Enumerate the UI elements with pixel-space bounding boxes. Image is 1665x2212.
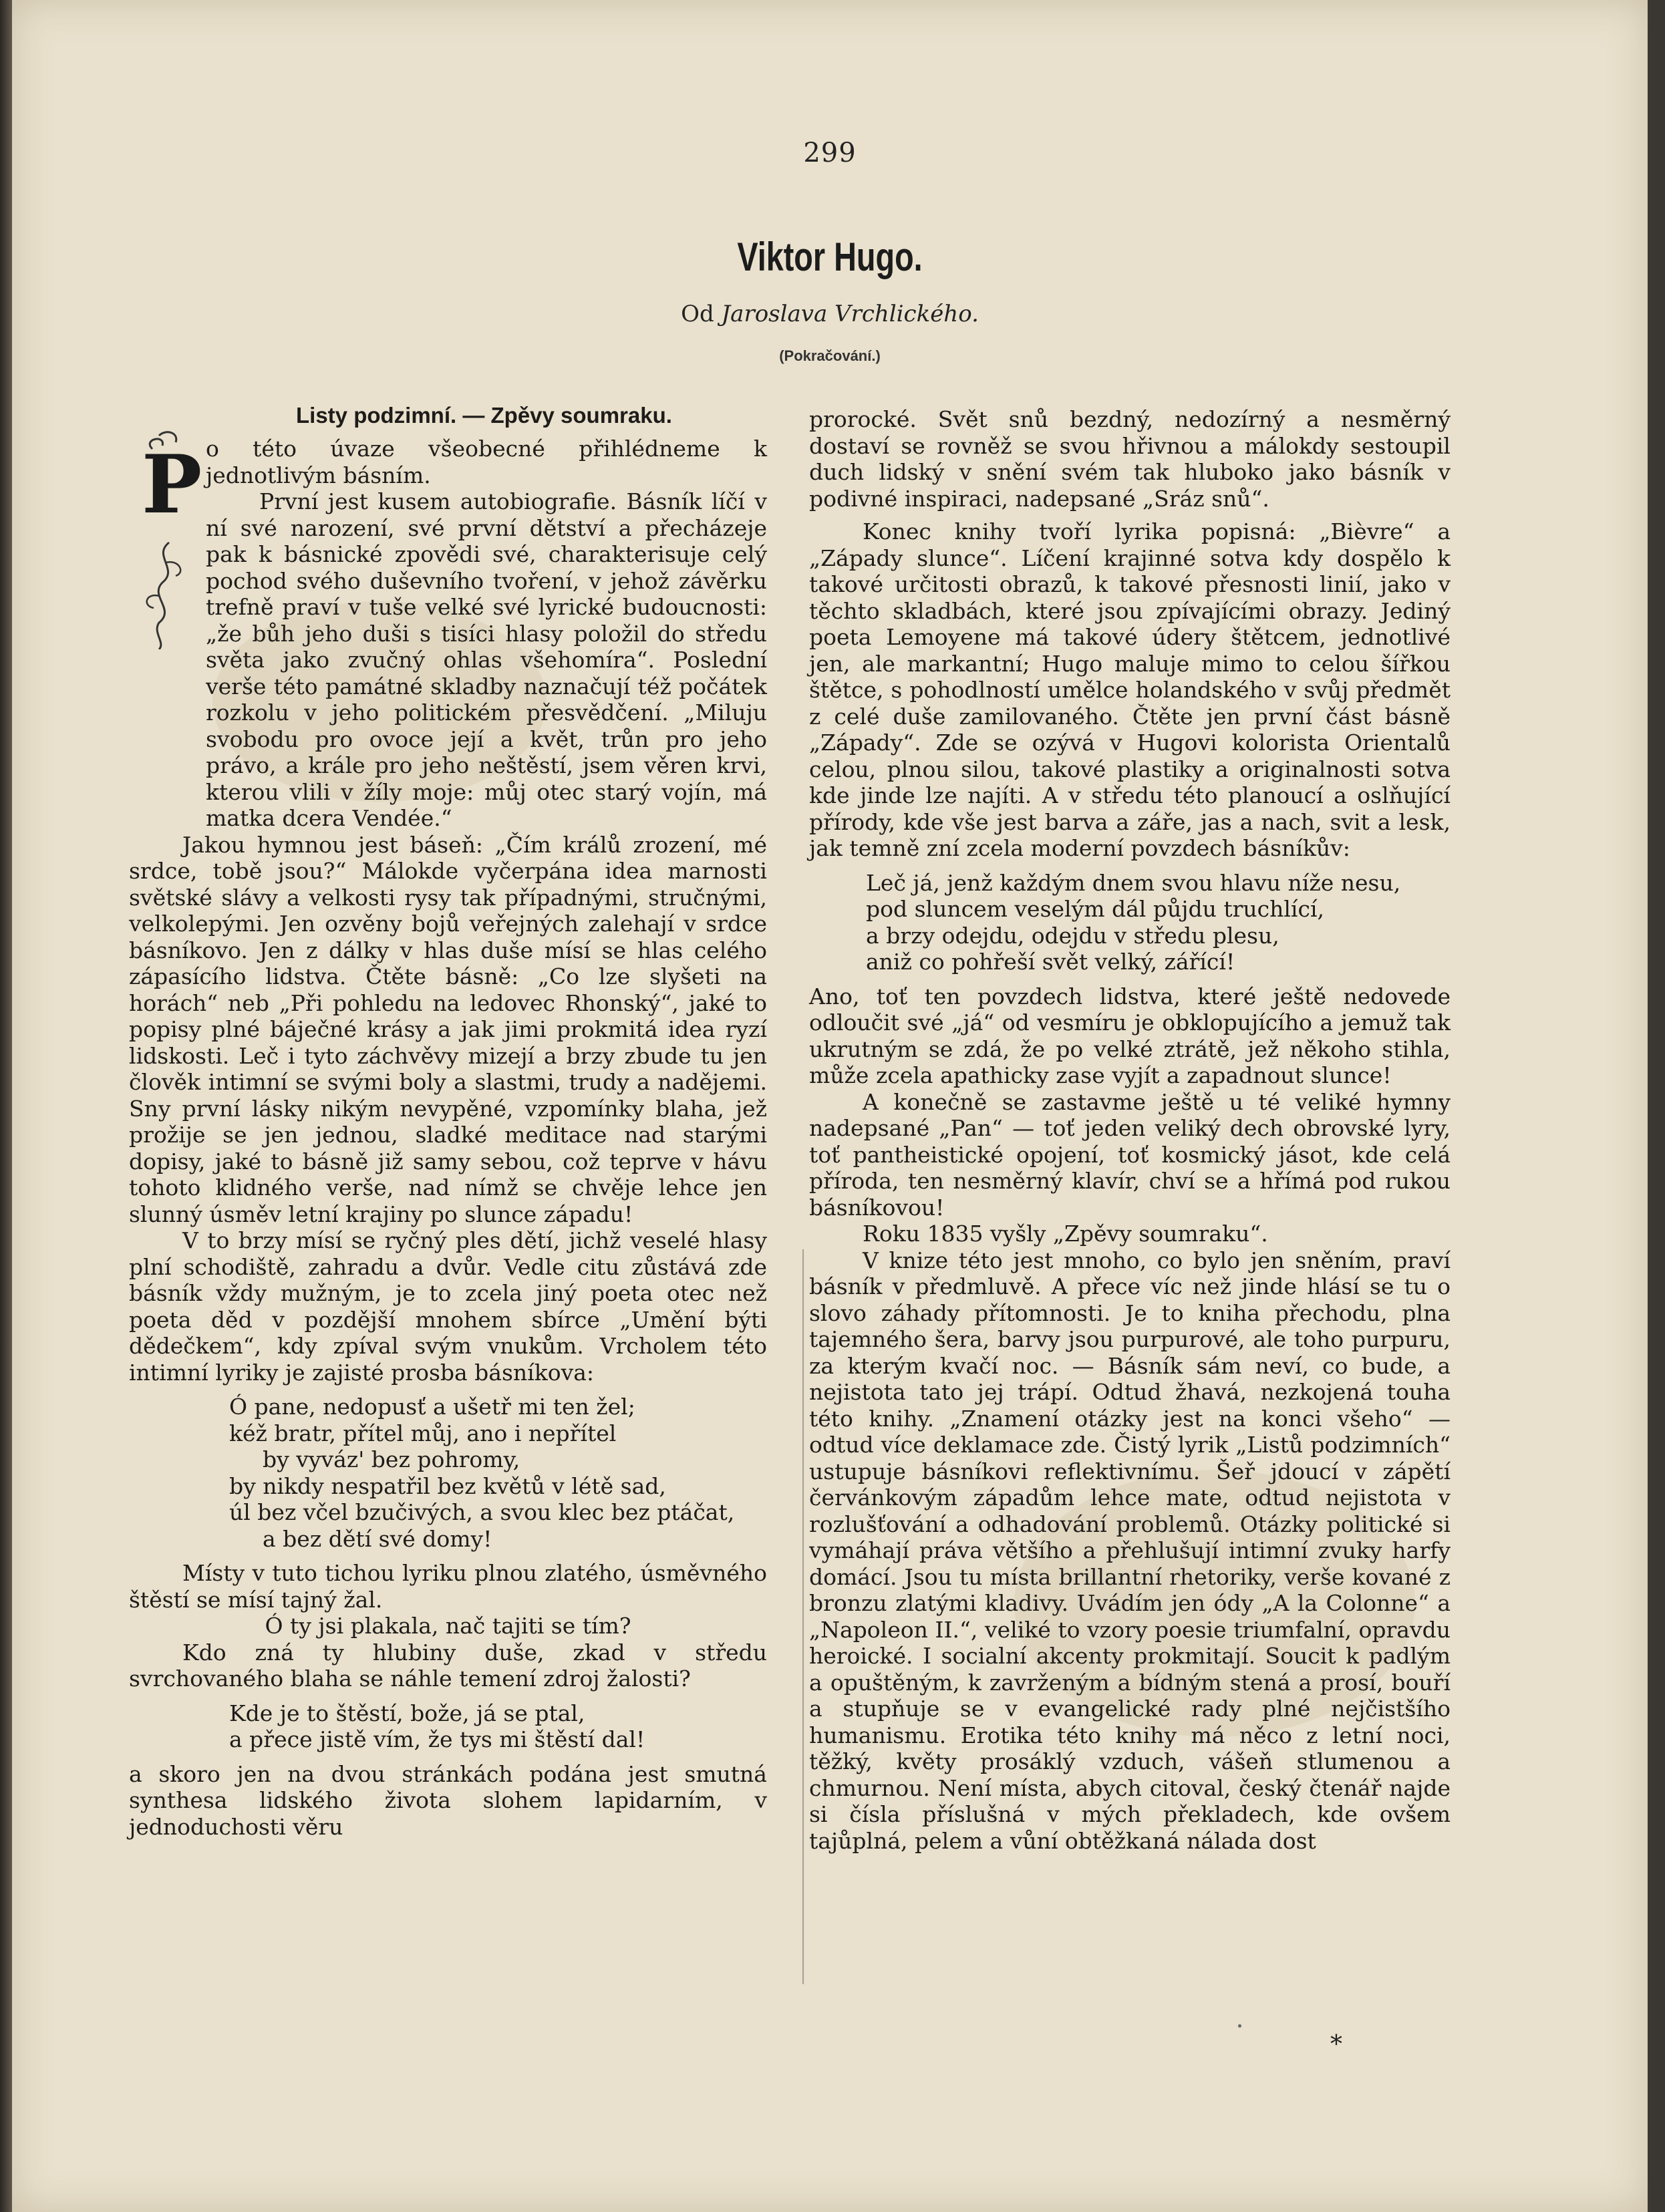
right-paragraph-4: A konečně se zastavme ještě u té veliké hymny nadepsané „Pan“ — toť jeden veliký dech obrovské lyry, toť pantheistické opojení, toť kosmický jásot, kde celá příroda, ten nesměrný klavír, chví se a hřímá pod rukou básníkovou!	[809, 1088, 1451, 1221]
dropcap-ornament	[139, 429, 202, 649]
poem-prosba	[129, 1394, 767, 1552]
left-paragraph-5: Místy v tuto tichou lyriku plnou zlatého, úsměvného štěstí se mísí tajný žal.	[129, 1560, 767, 1613]
poem-line: by nikdy nespatřil bez květů v létě sad,	[229, 1472, 666, 1499]
poem-line: a bez dětí své domy!	[263, 1525, 492, 1552]
column-rule	[802, 1249, 804, 1984]
poem-line: Ó pane, nedopusť a ušetř mi ten žel;	[229, 1394, 635, 1420]
left-paragraph-6: Kdo zná ty hlubiny duše, zkad v středu svrchovaného blaha se náhle temení zdroj žalosti?	[129, 1639, 767, 1692]
left-paragraph-7: a skoro jen na dvou stránkách podána jest smutná synthesa lidského života slohem lapidarním, v jednoduchosti věru	[129, 1760, 767, 1840]
poem-line: kéž bratr, přítel můj, ano i nepřítel	[229, 1420, 617, 1446]
left-paragraph-1: o této úvaze všeobecné přihlédneme k jednotlivým básním.	[206, 436, 767, 488]
right-paragraph-6: V knize této jest mnoho, co bylo jen sněním, praví básník v předmluvě. A přece víc než jinde hlásí se tu o slovo záhady přítomnosti. Je to kniha přechodu, plna tajemného šera, barvy jsou purpurové, ale toho purpuru, za kterým kvačí noc. — Básník sám neví, co bude, a nejistota tato jej trápí. Odtud žhavá, nezkojená touha této knihy. „Znamení otázky jest na konci všeho“ — odtud více deklamace zde. Čistý lyrik „Listů podzimních“ ustupuje básníkovi reflektivnímu. Šeř jdoucí v zápětí červánkovým západům lehce mate, odtud nejistota v rozlušťování a odhadování problemů. Otázky politické si vymáhají práva většího a přehlušují intimní zvuky harfy domácí. Jsou tu místa brillantní rhetoriky, verše kované z bronzu zlatými kladivy. Uvádím jen ódy „A la Colonne“ a „Napoleon II.“, veliké to vzory poesie triumfalní, opravdu heroické. I socialní akcenty prokmitají. Soucit k padlým a opuštěným, k zavrženým a bídným stená a prosí, bouří a stupňuje se v evangelické rady plné nejčistšího humanismu. Erotika této knihy má něco z letní noci, těžký, květy prosáklý vzduch, vášeň stlumenou a chmurnou. Není místa, abych citoval, český čtenář najde si čísla příslušná v mých překladech, kde ovšem tajůplná, pelem a vůní obtěžkaná nálada dost	[809, 1247, 1451, 1854]
continued-note: (Pokračování.)	[779, 347, 881, 364]
page-number: 299	[803, 138, 857, 168]
dropcap-block	[129, 436, 767, 832]
poem-line: by vyváz' bez pohromy,	[263, 1446, 520, 1472]
section-heading: Listy podzimní. — Zpěvy soumraku.	[296, 403, 672, 428]
byline-author: Jaroslava Vrchlického.	[721, 301, 979, 327]
poem-line: Kde je to štěstí, bože, já se ptal,	[229, 1700, 585, 1726]
poem-line: Leč já, jenž každým dnem svou hlavu níže nesu,	[866, 869, 1401, 896]
right-paragraph-2: Konec knihy tvoří lyrika popisná: „Bièvre“ a „Západy slunce“. Líčení krajinné sotva kdy dospělo k takové určitosti obrazů, k takové přesnosti linií, jako v těchto skladbách, které jsou zpívajícími obrazy. Jediný poeta Lemoyene má takové údery štětcem, jednotlivé jen, ale markantní; Hugo maluje mimo to celou šířkou štětce, s pohodlností umělce holandského v svůj předmět z celé duše zamilovaného. Čtěte jen první část básně „Západy“. Zde se ozývá v Hugovi kolorista Orientalů celou, plnou silou, takové plastiky a originalnosti sotva kde jinde lze najíti. A v středu této planoucí a oslňující přírody, kde vše jest barva a záře, jas a nach, svit a lesk, jak temně zní zcela moderní povzdech básníkův:	[809, 518, 1451, 861]
poem-zapady	[809, 870, 1451, 975]
poem-line: úl bez včel bzučivých, a svou klec bez ptáčat,	[229, 1499, 735, 1525]
asterisk-ornament: *	[1330, 2031, 1342, 2058]
byline	[12, 301, 1648, 327]
poem-stesti	[129, 1700, 767, 1753]
right-column	[809, 406, 1451, 1854]
right-paragraph-1: prorocké. Svět snů bezdný, nedozírný a nesměrný dostaví se rovněž se svou hřivnou a málokdy sestoupil duch lidský v snění svém tak hluboko jako básník v podivné inspiraci, nadepsané „Sráz snů“.	[809, 406, 1451, 512]
right-paragraph-3: Ano, toť ten povzdech lidstva, které ještě nedovede odloučit své „já“ od vesmíru je obklopujícího a jemuž tak ukrutným se zdá, že po velké ztrátě, jež někoho stihla, může zcela apathicky zase vyjít a zapadnout slunce!	[809, 983, 1451, 1088]
poem-line: a přece jistě vím, že tys mi štěstí dal!	[229, 1726, 645, 1752]
right-paragraph-5: Roku 1835 vyšly „Zpěvy soumraku“.	[863, 1221, 1268, 1247]
ink-dot	[1238, 2024, 1241, 2028]
left-paragraph-4: V to brzy mísí se ryčný ples dětí, jichž veselé hlasy plní schodiště, zahradu a dvůr. Vedle citu zůstává zde básník vždy mužným, je to zcela jiný poeta otec než poeta děd v pozdější mnohem sbírce „Umění býti dědečkem“, kdy zpíval svým vnukům. Vrcholem této intimní lyriky je zajisté prosba básníkova:	[129, 1227, 767, 1386]
poem-line: pod sluncem veselým dál půjdu truchlící,	[866, 896, 1324, 922]
left-paragraph-3: Jakou hymnou jest báseň: „Čím králů zrození, mé srdce, tobě jsou?“ Málokde vyčerpána idea marnosti světské slávy a velkosti rysy tak případnými, stručnými, velkolepými. Jen ozvěny bojů veřejných zalehají v srdce básníkovo. Jen z dálky v hlas duše mísí se hlas celého zápasícího lidstva. Čtěte básně: „Co lze slyšeti na horách“ neb „Při pohledu na ledovec Rhonský“, jaké to popisy plné báječné krásy a jak jimi prokmitá idea ryzí lidskosti. Leč i tyto záchvěvy mizejí a brzy zbude tu jen člověk intimní se svými boly a slastmi, trudy a nadějemi. Sny první lásky nikým nevypěné, vzpomínky blaha, jež prožije se jen jednou, sladké meditace nad starými dopisy, jaké to básně již samy sebou, což teprve v hávu tohoto klidného verše, nad nímž se chvěje lehce jen slunný úsměv letní krajiny po slunce západu!	[129, 831, 767, 1227]
left-column	[129, 402, 767, 1840]
page	[12, 0, 1648, 2212]
article-title: Viktor Hugo.	[737, 234, 923, 279]
poem-line: a brzy odejdu, odejdu v středu plesu,	[866, 922, 1279, 949]
quoted-line: Ó ty jsi plakala, nač tajiti se tím?	[265, 1613, 631, 1639]
dropcap-letter: P	[142, 438, 202, 532]
poem-line: aniž co pohřeší svět velký, zářící!	[866, 949, 1235, 975]
left-paragraph-2: První jest kusem autobiografie. Básník líčí v ní své narození, své první dětství a přecházeje pak k básnické zpovědi své, charakterisuje celý pochod svého duševního tvoření, v jehož závěrku trefně praví v tuše velké své lyrické budoucnosti: „že bůh jeho duši s tisíci hlasy položil do středu světa jako zvučný ohlas všehomíra“. Poslední verše této památné skladby naznačují též počátek rozkolu v jeho politickém přesvědčení. „Miluju svobodu pro ovoce její a květ, trůn pro jeho právo, a krále pro jeho neštěstí, jsem věren krvi, kterou vlili v žíly moje: můj otec starý vojín, má matka dcera Vendée.“	[206, 488, 767, 831]
byline-prefix: Od	[681, 301, 714, 327]
